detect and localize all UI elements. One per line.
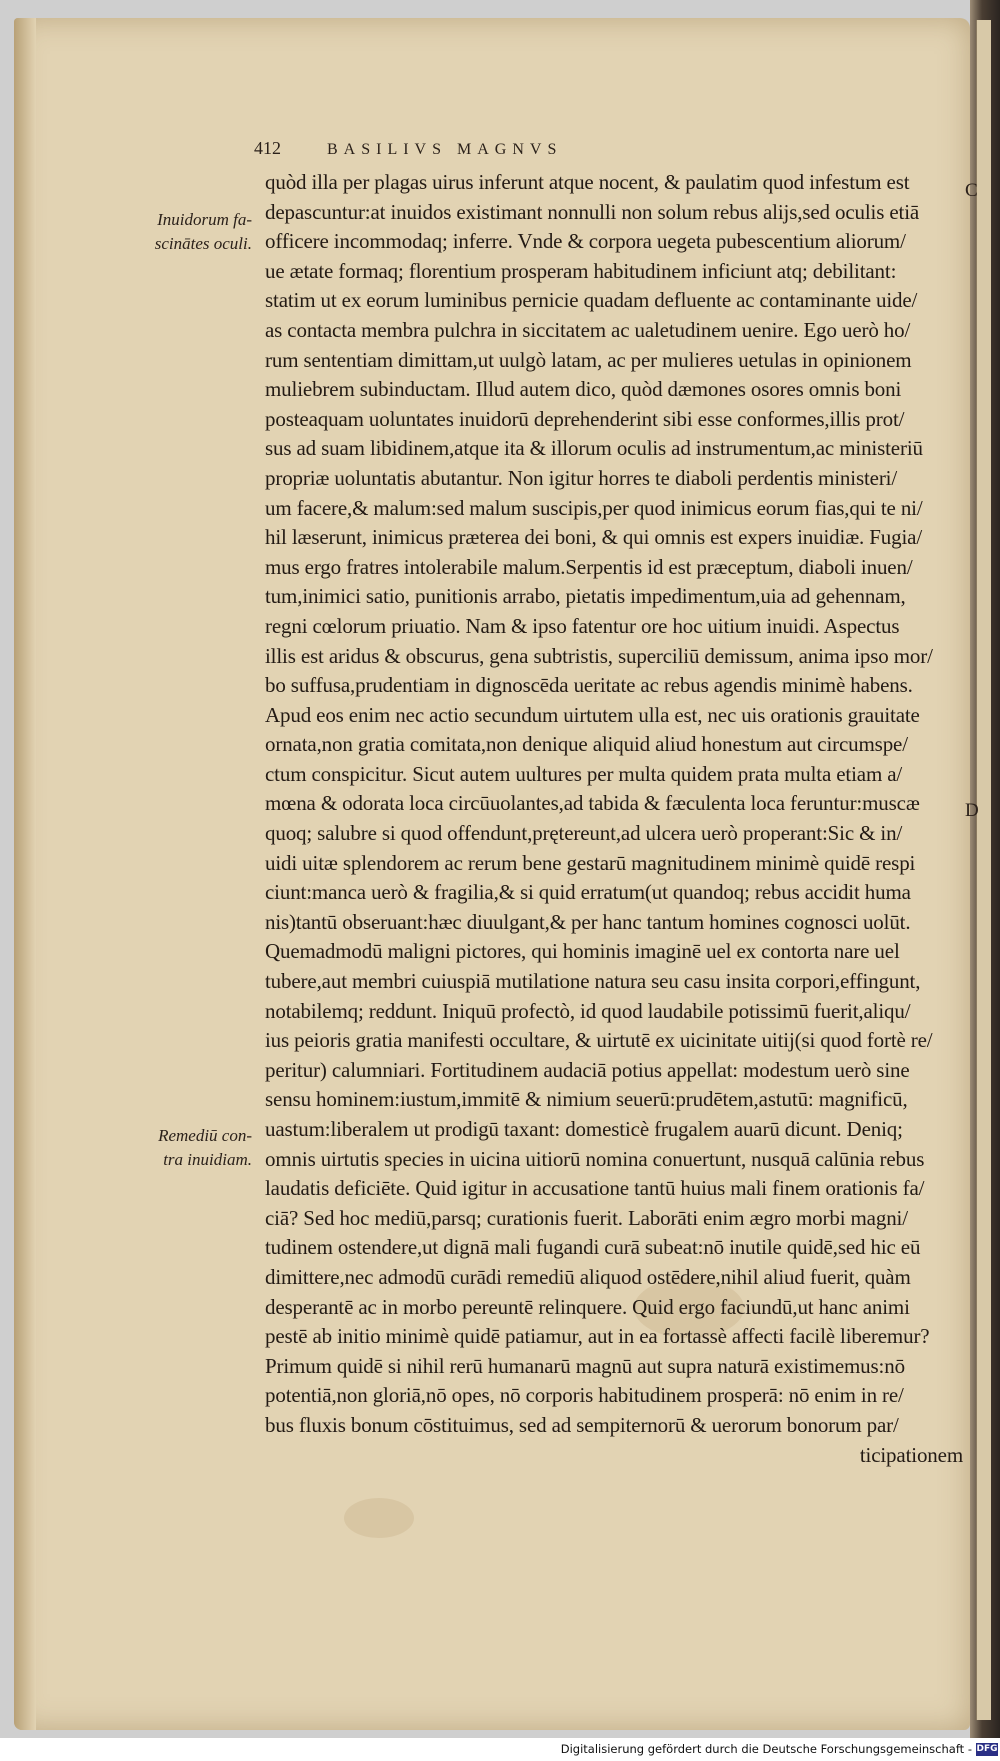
text-line: quòd illa per plagas uirus inferunt atque nocent, & paulatim quod infestum est [265,170,910,194]
text-line: ue ætate formaq; florentium prosperam habitudinem inficiunt atq; debilitant: [265,258,897,283]
text-line: statim ut ex eorum luminibus pernicie quadam defluente ac contaminante uide/ [265,288,918,313]
text-line: potentiā,non gloriā,nō opes, nō corporis habitudinem prosperā: nō enim in re/ [265,1383,904,1408]
text-line: notabilemq; reddunt. Iniquū profectò, id quod laudabile potissimū fuerit,aliqu/ [265,998,911,1023]
text-line: Quemadmodū maligni pictores, qui hominis imaginē uel ex contorta nare uel [265,939,900,964]
section-mark-c: C [965,180,978,201]
main-text [265,168,973,1470]
next-page-strip [976,20,991,1720]
text-line: as contacta membra pulchra in siccitatem ac ualetudinem uenire. Ego uerò ho/ [265,317,911,342]
running-title: BASILIVS MAGNVS [327,141,563,158]
paper-stain [344,1498,414,1538]
text-line: um facere,& malum:sed malum suscipis,per quod inimicus eorum fias,qui te ni/ [265,495,923,520]
footer-bar [0,1738,1000,1761]
text-line: sensu hominem:iustum,immitē & nimium seuerū:prudētem,astutū: magnificū, [265,1087,908,1112]
text-line: propriæ uoluntatis abutantur. Non igitur horres te diaboli perdentis ministeri/ [265,465,898,490]
text-line: desperantē ac in morbo pereuntē relinquere. Quid ergo faciundū,ut hanc animi [265,1294,910,1319]
text-line: mus ergo fratres intolerabile malum.Serpentis id est præceptum, diaboli inuen/ [265,554,913,579]
digitization-credit: Digitalisierung gefördert durch die Deutsche Forschungsgemeinschaft - [560,1742,972,1756]
text-line: hil læserunt, inimicus præterea dei boni, & qui omnis est expers inuidiæ. Fugia/ [265,525,923,550]
text-line: Apud eos enim nec actio secundum uirtutem ulla est, nec uis orationis grauitate [265,702,920,727]
text-line: ciā? Sed hoc mediū,parsq; curationis fuerit. Laborāti enim ægro morbi magni/ [265,1205,908,1230]
text-line: bus fluxis bonum cōstituimus, sed ad sempiternorū & uerorum bonorum par/ [265,1412,899,1437]
text-line: ciunt:manca uerò & fragilia,& si quid erratum(ut quandoq; rebus accidit huma [265,880,911,905]
text-line: rum sententiam dimittam,ut uulgò latam, ac per mulieres uetulas in opinionem [265,347,912,372]
text-line: peritur) calumniari. Fortitudinem audaciā potius appellat: modestum uerò sine [265,1057,910,1082]
text-line: posteaquam uoluntates inuidorū deprehenderint sibi esse conformes,illis prot/ [265,406,905,431]
page-number: 412 [254,138,281,158]
page-gutter-edge [14,18,36,1730]
text-line: uastum:liberalem ut prodigū taxant: domesticè frugalem auarū dicunt. Deniq; [265,1117,903,1141]
text-line: depascuntur:at inuidos existimant nonnulli non solum rebus alijs,sed oculis etiā [265,199,920,224]
book-fore-edge [970,0,1000,1738]
text-line: regni cœlorum priuatio. Nam & ipso fatentur ore hoc uitium inuidi. Aspectus [265,613,900,638]
text-line: nis)tantū obseruant:hæc diuulgant,& per hanc tantum homines cognosci uolūt. [265,909,911,934]
text-line: illis est aridus & obscurus, gena subtristis, superciliū demissum, anima ipso mor/ [265,643,933,668]
text-line: bo suffusa,prudentiam in dignoscēda ueritate ac rebus agendis minimè habens. [265,673,913,698]
text-line: tubere,aut membri cuiuspiā mutilatione natura seu casu insita corpori,effingunt, [265,969,921,994]
text-line: Primum quidē si nihil rerū humanarū magnū aut supra naturā existimemus:nō [265,1353,905,1378]
text-line: muliebrem subinductam. Illud autem dico, quòd dæmones osores omnis boni [265,377,902,402]
text-line: uidi uitæ splendorem ac rerum bene gestarū magnitudinem minimè quidē respi [265,850,916,875]
text-line: ctum conspicitur. Sicut autem uultures per multa quidem prata multa etiam a/ [265,761,903,786]
text-line: tudinem ostendere,ut dignā mali fugandi curā subeat:nō inutile quidē,sed hic eū [265,1235,921,1260]
text-line: pestē ab initio minimè quidē patiamur, aut in ea fortassè affecti facilè liberemur? [265,1324,930,1349]
text-line: officere incommodaq; inferre. Vnde & corpora uegeta pubescentium aliorum/ [265,229,906,254]
text-line: sus ad suam libidinem,atque ita & illorum oculis ad instrumentum,ac ministeriū [265,436,923,461]
section-mark-d: D [965,800,979,821]
text-line: tum,inimici satio, punitionis arrabo, pietatis impedimentum,uia ad gehennam, [265,584,906,609]
text-line: mœna & odorata loca circūuolantes,ad tabida & fæculenta loca feruntur:muscæ [265,791,920,816]
running-head [254,138,834,159]
text-line: ius peioris gratia manifesti occultare, & uirtutē ex uicinitate uitij(si quod fortè re/ [265,1028,933,1053]
marginal-note: Remediū con- tra inuidiam. [158,1126,252,1169]
text-line: omnis uirtutis species in uicina uitiorū nomina conuertunt, nusquā calūnia rebus [265,1146,925,1171]
text-line: quoq; salubre si quod offendunt,prętereunt,ad ulcera uerò properant:Sic & in/ [265,821,903,846]
dfg-logo: DFG [976,1744,998,1754]
text-line: laudatis deficiēte. Quid igitur in accusatione tantū huius mali finem orationis fa/ [265,1176,925,1201]
text-line: ornata,non gratia comitata,non denique aliquid aliud honestum aut circumspe/ [265,732,908,757]
marginal-note: Inuidorum fa- scinātes oculi. [154,210,252,253]
text-line: dimittere,nec admodū curādi remediū aliquod ostēdere,nihil aliud fuerit, quàm [265,1264,911,1289]
text-line: ticipationem [859,1442,963,1467]
